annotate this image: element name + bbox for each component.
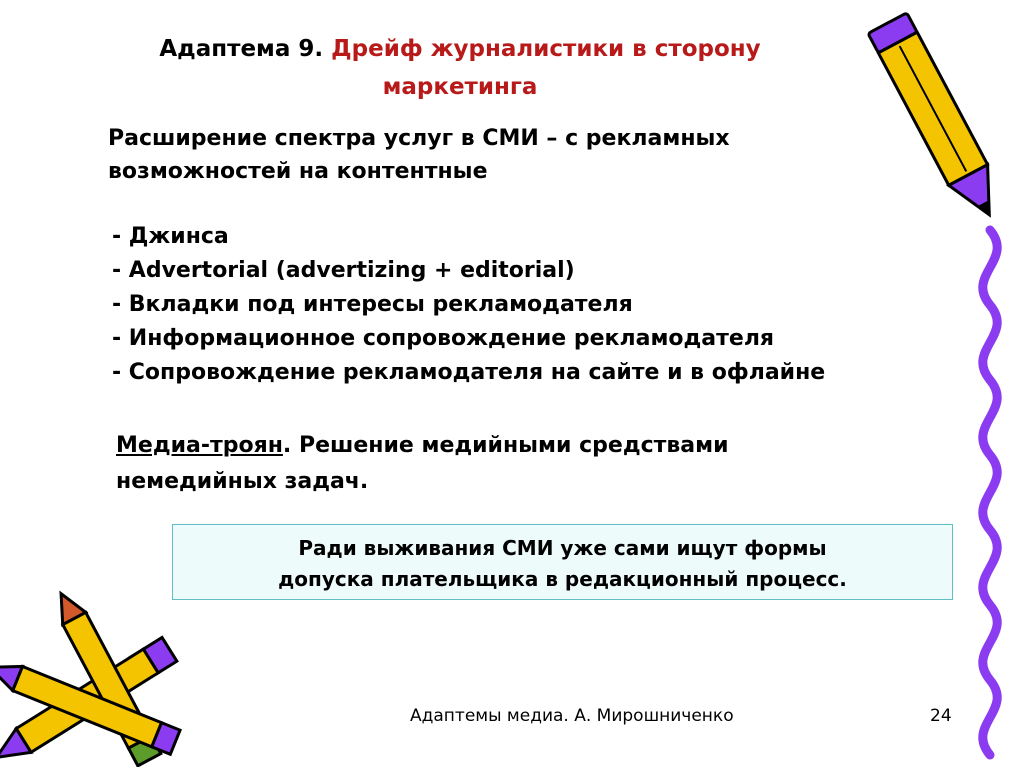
slide-title [120, 30, 800, 106]
trojan-term: Медиа-троян [116, 433, 283, 458]
highlight-line-2: допуска плательщика в редакционный процесс. [278, 567, 847, 591]
title-main: Дрейф журналистики в сторону маркетинга [331, 36, 761, 100]
bullet-item: - Advertorial (advertizing + editorial) [112, 258, 575, 283]
bullet-item: - Джинса [112, 224, 229, 249]
crossed-pencils-icon [0, 615, 220, 765]
bullet-item: - Сопровождение рекламодателя на сайте и в офлайне [112, 360, 826, 385]
bullet-item: - Информационное сопровождение рекламодателя [112, 326, 775, 351]
trojan-text: . Решение медийными средствами немедийных задач. [116, 433, 729, 494]
bullet-list [112, 220, 825, 390]
pencil-icon [860, 2, 1020, 242]
squiggle-decoration [960, 230, 1020, 760]
trojan-paragraph [116, 428, 876, 500]
intro-text: Расширение спектра услуг в СМИ – с рекламных возможностей на контентные [108, 126, 730, 184]
bullet-item: - Вкладки под интересы рекламодателя [112, 292, 633, 317]
title-prefix: Адаптема 9. [159, 36, 324, 62]
highlight-box [172, 524, 953, 600]
footer-text: Адаптемы медиа. А. Мирошниченко [410, 706, 734, 726]
page-number: 24 [930, 706, 952, 726]
highlight-line-1: Ради выживания СМИ уже сами ищут формы [298, 536, 827, 560]
